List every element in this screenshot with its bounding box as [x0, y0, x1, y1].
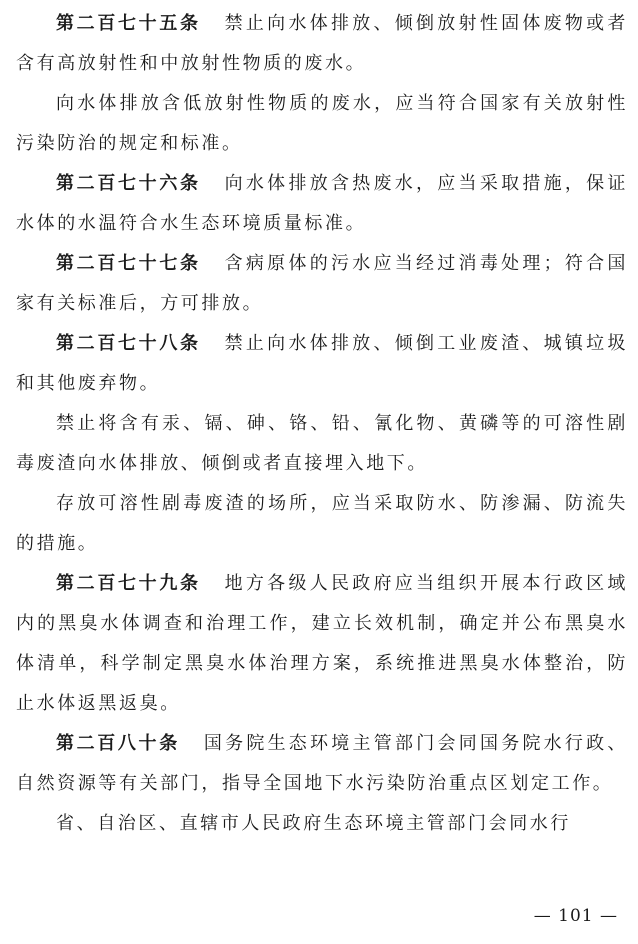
paragraph-text: 向水体排放含热废水，应当采取措施，保证水体的水温符合水生态环境质量标准。	[16, 173, 629, 234]
paragraph-text: 含病原体的污水应当经过消毒处理；符合国家有关标准后，方可排放。	[16, 253, 629, 314]
paragraph-text: 向水体排放含低放射性物质的废水，应当符合国家有关放射性污染防治的规定和标准。	[16, 93, 628, 154]
paragraph-text: 禁止将含有汞、镉、砷、铬、铅、氰化物、黄磷等的可溶性剧毒废渣向水体排放、倾倒或者直接埋入地下。	[16, 413, 628, 474]
paragraph-text: 禁止向水体排放、倾倒放射性固体废物或者含有高放射性和中放射性物质的废水。	[16, 13, 629, 74]
page-number: — 101 —	[533, 906, 618, 926]
article-heading: 第二百七十六条	[56, 173, 201, 194]
paragraph-text: 国务院生态环境主管部门会同国务院水行政、自然资源等有关部门，指导全国地下水污染防治重点区划定工作。	[16, 733, 629, 794]
paragraph-art-276	[16, 164, 628, 244]
paragraph	[16, 404, 628, 484]
paragraph	[16, 484, 628, 564]
paragraph-art-280	[16, 724, 628, 804]
paragraph-art-275	[16, 0, 628, 84]
paragraph-text: 禁止向水体排放、倾倒工业废渣、城镇垃圾和其他废弃物。	[16, 333, 629, 394]
article-heading: 第二百八十条	[56, 733, 180, 754]
document-page	[16, 0, 628, 844]
article-heading: 第二百七十八条	[56, 333, 201, 354]
paragraph-text: 地方各级人民政府应当组织开展本行政区域内的黑臭水体调查和治理工作，建立长效机制，确定并公布黑臭水体清单，科学制定黑臭水体治理方案，系统推进黑臭水体整治，防止水体返黑返臭。	[16, 573, 629, 714]
paragraph-text: 存放可溶性剧毒废渣的场所，应当采取防水、防渗漏、防流失的措施。	[16, 493, 628, 554]
paragraph	[16, 804, 628, 844]
paragraph-art-278	[16, 324, 628, 404]
article-heading: 第二百七十七条	[56, 253, 201, 274]
paragraph-art-277	[16, 244, 628, 324]
article-heading: 第二百七十九条	[56, 573, 201, 594]
article-heading: 第二百七十五条	[56, 13, 201, 34]
paragraph-art-279	[16, 564, 628, 724]
paragraph	[16, 84, 628, 164]
paragraph-text: 省、自治区、直辖市人民政府生态环境主管部门会同水行	[56, 813, 571, 834]
